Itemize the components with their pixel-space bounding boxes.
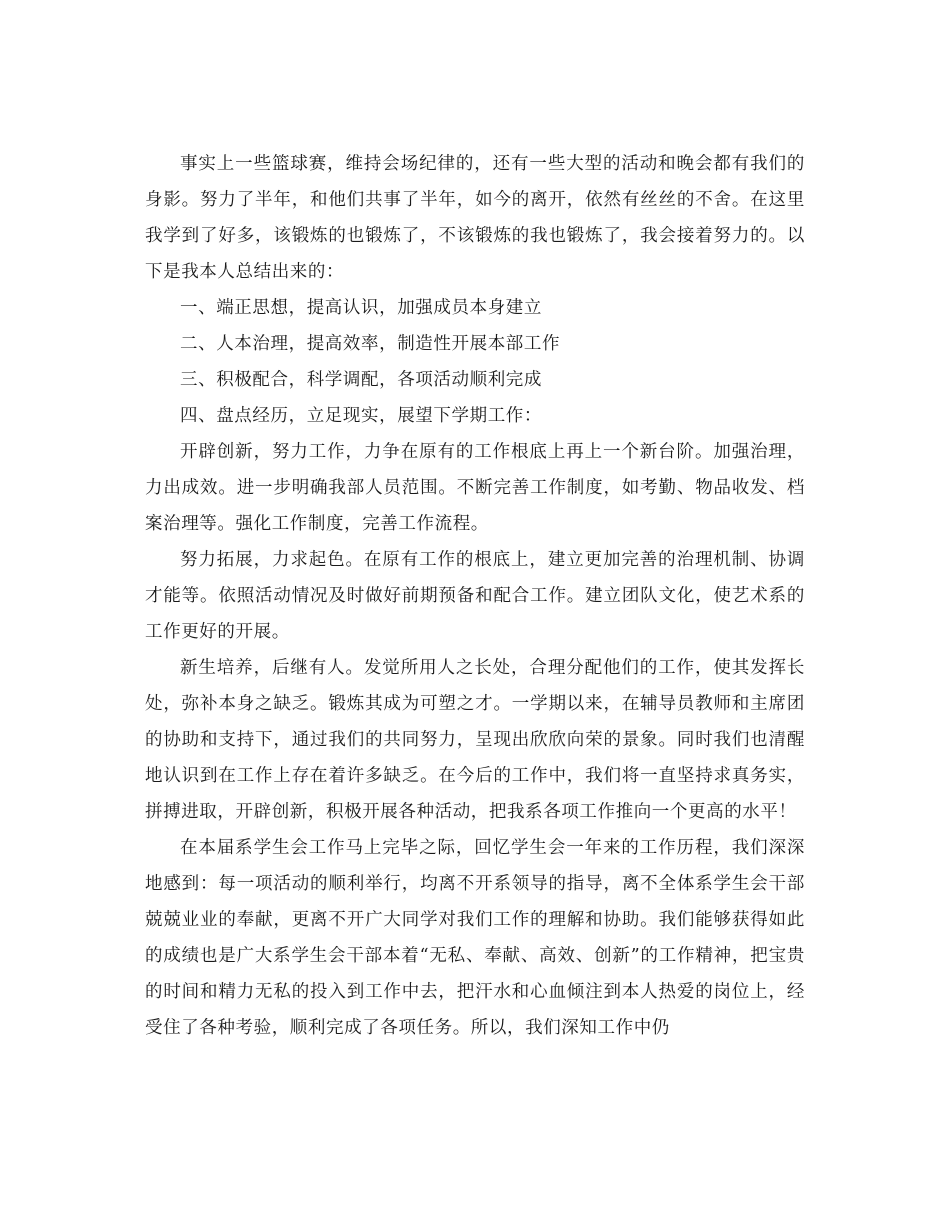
paragraph-conclusion: 在本届系学生会工作马上完毕之际，回忆学生会一年来的工作历程，我们深深地感到：每一项活动的顺利举行，均离不开系领导的指导，离不全体系学生会干部兢兢业业的奉献，更离不开广大同学对我们工作的理解和协助。我们能够获得如此的成绩也是广大系学生会干部本着“无私、奉献、高效、创新”的工作精神，把宝贵的时间和精力无私的投入到工作中去，把汗水和心血倾注到本人热爱的岗位上，经受住了各种考验，顺利完成了各项任务。所以，我们深知工作中仍 [145, 838, 805, 1038]
list-item-1: 一、端正思想，提高认识，加强成员本身建立 [180, 298, 542, 318]
list-item-2: 二、人本治理，提高效率，制造性开展本部工作 [180, 334, 561, 354]
paragraph-innovation: 开辟创新，努力工作，力争在原有的工作根底上再上一个新台阶。加强治理，力出成效。进一步明确我部人员范围。不断完善工作制度，如考勤、物品收发、档案治理等。强化工作制度，完善工作流程。 [145, 442, 805, 534]
paragraph-intro: 事实上一些篮球赛，维持会场纪律的，还有一些大型的活动和晚会都有我们的身影。努力了半年，和他们共事了半年，如今的离开，依然有丝丝的不舍。在这里我学到了好多，该锻炼的也锻炼了，不该锻炼的我也锻炼了，我会接着努力的。以下是我本人总结出来的： [145, 154, 805, 282]
document-body [145, 146, 805, 1046]
paragraph-expansion: 努力拓展，力求起色。在原有工作的根底上，建立更加完善的治理机制、协调才能等。依照活动情况及时做好前期预备和配合工作。建立团队文化，使艺术系的工作更好的开展。 [145, 550, 805, 642]
list-item-4: 四、盘点经历，立足现实，展望下学期工作： [180, 406, 542, 426]
paragraph-training: 新生培养，后继有人。发觉所用人之长处，合理分配他们的工作，使其发挥长处，弥补本身之缺乏。锻炼其成为可塑之才。一学期以来，在辅导员教师和主席团的协助和支持下，通过我们的共同努力，呈现出欣欣向荣的景象。同时我们也清醒地认识到在工作上存在着许多缺乏。在今后的工作中，我们将一直坚持求真务实，拼搏进取，开辟创新，积极开展各种活动，把我系各项工作推向一个更高的水平！ [145, 658, 805, 822]
list-item-3: 三、积极配合，科学调配，各项活动顺利完成 [180, 370, 542, 390]
